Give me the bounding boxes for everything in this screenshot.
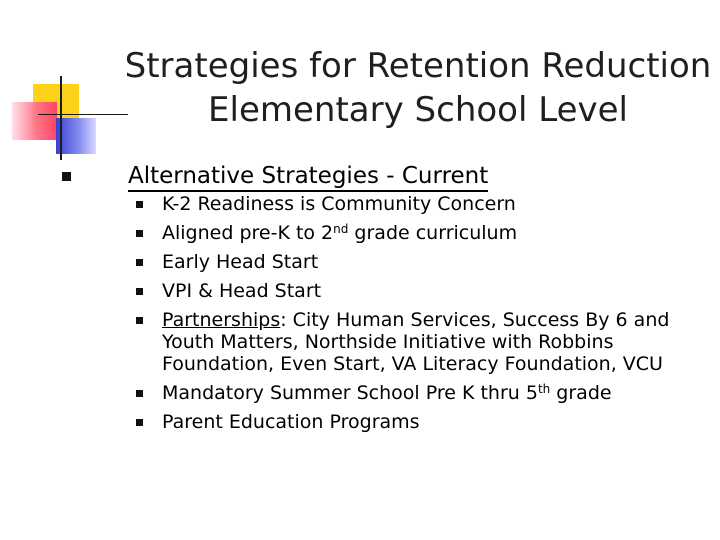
item-text: : City Human Services, Success By 6 and Youth Matters, Northside Initiative with Robbins Foundation, Even Start, VA Literacy Foundation, VCU xyxy=(162,309,670,375)
square-bullet-icon xyxy=(136,201,143,208)
square-bullet-icon xyxy=(136,230,143,237)
item-text: Parent Education Programs xyxy=(162,411,420,433)
slide-title xyxy=(118,44,718,132)
slide-title-line1: Strategies for Retention Reduction xyxy=(124,46,712,86)
item-text: Aligned pre-K to 2 xyxy=(162,222,334,244)
decor-horizontal-line xyxy=(38,114,128,115)
list-item xyxy=(136,251,720,273)
item-text: grade curriculum xyxy=(348,222,518,244)
section-heading xyxy=(128,160,488,192)
item-superscript: th xyxy=(537,382,551,396)
square-bullet-icon xyxy=(136,288,143,295)
list-item xyxy=(136,382,720,404)
section-heading-text: Alternative Strategies - Current xyxy=(128,163,488,192)
item-text: VPI & Head Start xyxy=(162,280,322,302)
item-superscript: nd xyxy=(333,222,349,236)
list-item xyxy=(136,222,720,244)
list-item xyxy=(136,280,720,302)
item-text: Mandatory Summer School Pre K thru 5 xyxy=(162,382,538,404)
list-item xyxy=(136,309,720,375)
list-item xyxy=(136,193,720,215)
item-label: Partnerships xyxy=(162,309,281,331)
item-text: K-2 Readiness is Community Concern xyxy=(162,193,516,215)
square-bullet-icon xyxy=(136,259,143,266)
square-bullet-icon xyxy=(136,419,143,426)
strategy-list xyxy=(136,193,720,440)
list-item xyxy=(136,411,720,433)
decor-vertical-line xyxy=(60,76,62,160)
decor-red-square xyxy=(12,102,57,140)
square-bullet-icon xyxy=(62,172,71,181)
decor-blue-square xyxy=(56,118,96,154)
item-text: Early Head Start xyxy=(162,251,319,273)
slide-title-line2: Elementary School Level xyxy=(208,90,628,130)
square-bullet-icon xyxy=(136,317,143,324)
item-text: grade xyxy=(550,382,612,404)
square-bullet-icon xyxy=(136,390,143,397)
